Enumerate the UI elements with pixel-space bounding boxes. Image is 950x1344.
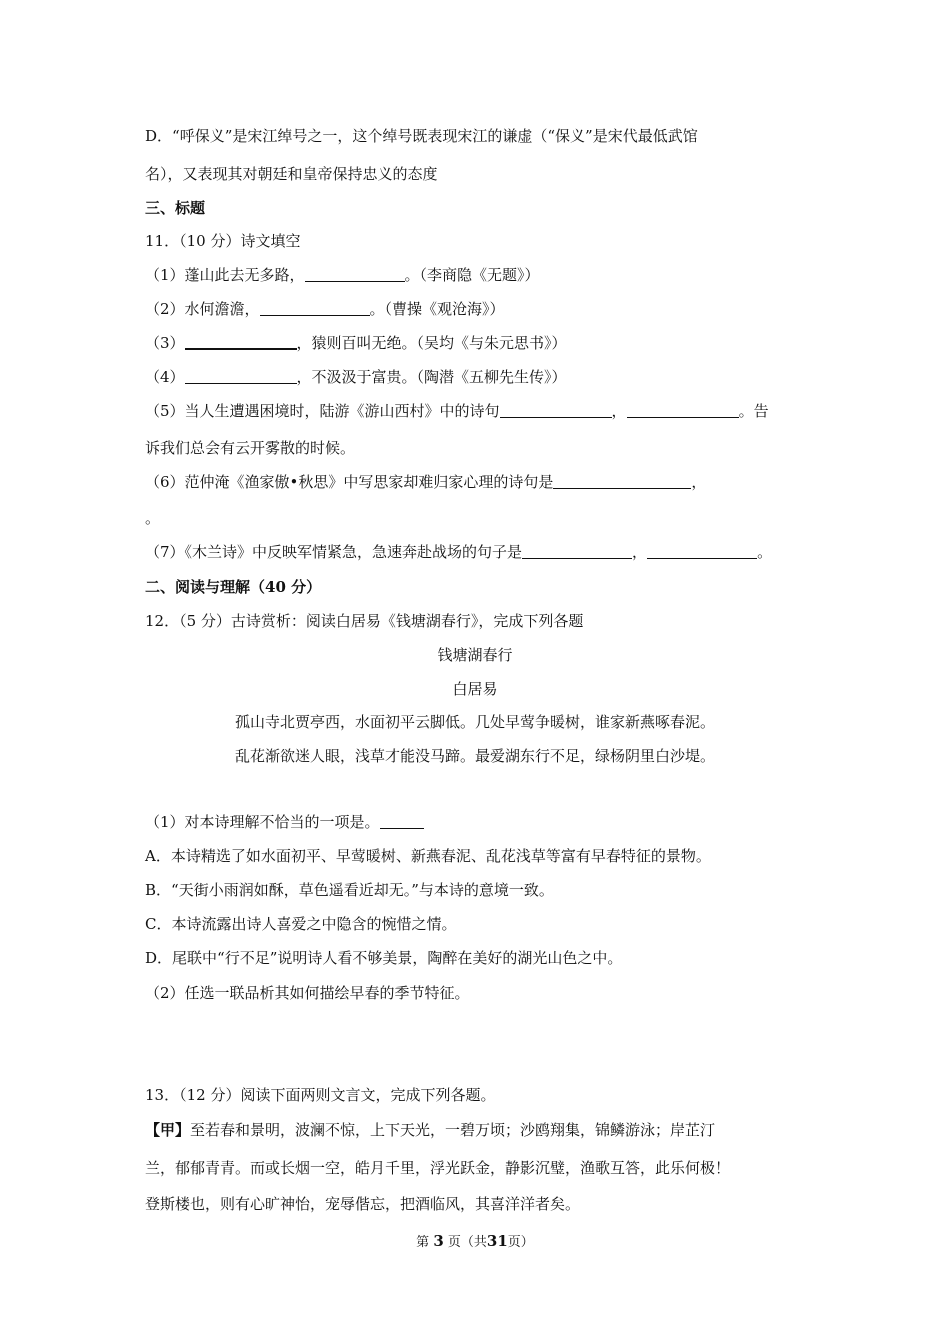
option-d-line2: 名），又表现其对朝廷和皇帝保持忠义的态度	[145, 165, 438, 183]
q11-item-4: （4） ，不汲汲于富贵。（陶潜《五柳先生传》）	[145, 368, 567, 386]
q11-item-1: （1）蓬山此去无多路， 。（李商隐《无题》）	[145, 266, 540, 284]
passage-jia-line2: 兰，郁郁青青。而或长烟一空，皓月千里，浮光跃金，静影沉璧，渔歌互答，此乐何极！	[145, 1159, 731, 1177]
answer-blank[interactable]	[647, 544, 757, 559]
question-13-heading: 13．（12 分）阅读下面两则文言文，完成下列各题。	[145, 1086, 496, 1104]
poem-line: 孤山寺北贾亭西，水面初平云脚低。几处早莺争暖树，谁家新燕啄春泥。	[234, 713, 715, 731]
option-d-line1: D．“呼保义”是宋江绰号之一，这个绰号既表现宋江的谦虚（“保义”是宋代最低武馆	[145, 127, 698, 145]
passage-jia-line3: 登斯楼也，则有心旷神怡，宠辱偕忘，把酒临风，其喜洋洋者矣。	[145, 1195, 581, 1213]
question-11-heading: 11．（10 分）诗文填空	[145, 232, 301, 250]
option-b: B．“天街小雨润如酥，草色遥看近却无。”与本诗的意境一致。	[145, 881, 554, 899]
answer-blank[interactable]	[380, 814, 424, 829]
poem-line: 乱花渐欲迷人眼，浅草才能没马蹄。最爱湖东行不足，绿杨阴里白沙堤。	[234, 747, 715, 765]
q11-item-6: （6）范仲淹《渔家傲•秋思》中写思家却难归家心理的诗句是 ，	[145, 473, 707, 491]
poem-author: 白居易	[452, 680, 498, 698]
q11-item-5: （5）当人生遭遇困境时，陆游《游山西村》中的诗句 ， 。告	[145, 402, 769, 420]
page-number: 3	[433, 1232, 444, 1250]
q11-item-7: （7）《木兰诗》中反映军情紧急，急速奔赴战场的句子是 ， 。	[145, 543, 773, 561]
q11-item-3: （3） ，猿则百叫无绝。（吴均《与朱元思书》）	[145, 334, 567, 352]
answer-blank[interactable]	[553, 474, 691, 489]
q11-item-5-line2: 诉我们总会有云开雾散的时候。	[145, 439, 356, 457]
page-footer: 第 3 页（共31页）	[416, 1232, 534, 1250]
section-title: 二、阅读与理解（40 分）	[145, 578, 322, 596]
q12-sub-1: （1）对本诗理解不恰当的一项是。	[145, 812, 424, 832]
answer-blank[interactable]	[500, 403, 612, 418]
option-d: D．尾联中“行不足”说明诗人看不够美景，陶醉在美好的湖光山色之中。	[145, 949, 623, 967]
question-12-heading: 12．（5 分）古诗赏析：阅读白居易《钱塘湖春行》，完成下列各题	[145, 612, 584, 630]
answer-blank[interactable]	[522, 544, 632, 559]
answer-blank[interactable]	[627, 403, 739, 418]
poem-title: 钱塘湖春行	[437, 646, 513, 664]
answer-blank[interactable]	[305, 267, 405, 282]
q11-item-6-line2: 。	[145, 509, 161, 527]
answer-blank[interactable]	[260, 301, 370, 316]
answer-blank[interactable]	[185, 334, 297, 350]
option-c: C．本诗流露出诗人喜爱之中隐含的惋惜之情。	[145, 915, 457, 933]
passage-label: 【甲】	[145, 1121, 191, 1139]
q12-sub-2: （2）任选一联品析其如何描绘早春的季节特征。	[145, 984, 470, 1002]
option-a: A．本诗精选了如水面初平、早莺暖树、新燕春泥、乱花浅草等富有早春特征的景物。	[145, 847, 711, 865]
section-title: 三、标题	[145, 199, 206, 217]
total-pages: 31	[486, 1232, 508, 1250]
answer-blank[interactable]	[185, 369, 297, 384]
q11-item-2: （2）水何澹澹， 。（曹操《观沧海》）	[145, 300, 505, 318]
passage-jia-line1: 【甲】至若春和景明，波澜不惊，上下天光，一碧万顷；沙鸥翔集，锦鳞游泳；岸芷汀	[145, 1121, 716, 1139]
